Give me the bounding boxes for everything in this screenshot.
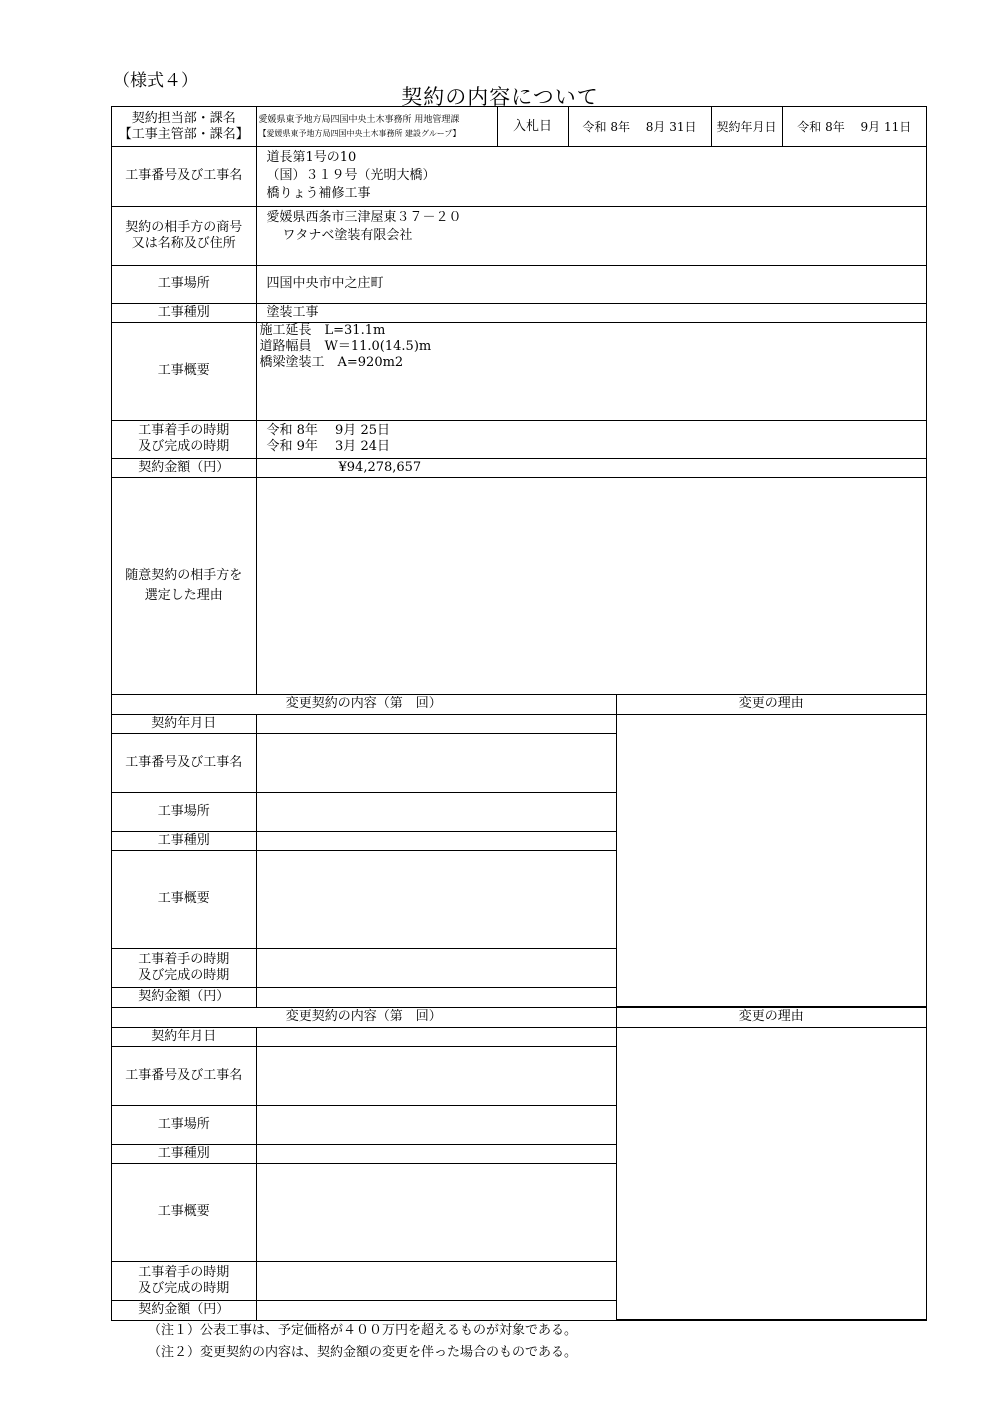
change-type-label-2: 工事種別 <box>112 1144 256 1163</box>
work-title: 橋りょう補修工事 <box>266 186 371 201</box>
change-location-value-2 <box>256 1105 616 1144</box>
overview-painting: 橋梁塗装工 A=920m2 <box>259 354 404 370</box>
change-period-label-2 <box>112 1261 256 1300</box>
work-name-value <box>256 147 926 206</box>
dept-value-cell <box>256 107 497 146</box>
change-type-label-1: 工事種別 <box>112 831 256 850</box>
change-amount-label-2: 契約金額（円） <box>112 1300 256 1320</box>
change-contract-date-label-2: 契約年月日 <box>112 1027 256 1046</box>
change-contract-date-value-1 <box>256 714 616 733</box>
change-amount-label-1: 契約金額（円） <box>112 987 256 1007</box>
period-label <box>112 420 256 458</box>
dept-label-line-1: 契約担当部・課名 <box>131 110 236 126</box>
change-work-name-value-2 <box>256 1046 616 1105</box>
change-overview-value-2 <box>256 1163 616 1261</box>
change-overview-label-1: 工事概要 <box>112 850 256 948</box>
document-title: 契約の内容について <box>401 85 599 109</box>
change-overview-label-2: 工事概要 <box>112 1163 256 1261</box>
change-type-value-1 <box>256 831 616 850</box>
work-route: （国）３１９号（光明大橋） <box>266 168 436 183</box>
work-type-label: 工事種別 <box>112 303 256 322</box>
selection-reason-line-2: 選定した理由 <box>144 587 223 603</box>
contractor-label-line-2: 又は名称及び住所 <box>131 235 236 251</box>
change-amount-value-1 <box>256 987 616 1007</box>
change-period-label-2-line-1: 工事着手の時期 <box>138 1264 230 1280</box>
bid-date-label: 入札日 <box>497 107 568 146</box>
contractor-name: ワタナベ塗装有限会社 <box>282 227 413 243</box>
contractor-value <box>256 206 926 265</box>
contract-date-value: 令和 8年 9月 11日 <box>782 107 926 146</box>
contractor-label <box>112 206 256 265</box>
change-contract-date-label-1: 契約年月日 <box>112 714 256 733</box>
form-number-label: （様式４） <box>113 71 198 91</box>
change-reason-header-1: 変更の理由 <box>616 695 926 714</box>
selection-reason-label <box>112 477 256 694</box>
period-start: 令和 8年 9月 25日 <box>266 423 390 438</box>
change-period-label-1 <box>112 948 256 987</box>
footnote-1: （注１）公表工事は、予定価格が４００万円を超えるものが対象である。 <box>148 1323 578 1338</box>
change-period-label-1-line-2: 及び完成の時期 <box>138 967 230 983</box>
change-work-name-value-1 <box>256 733 616 792</box>
change-reason-value-2 <box>616 1027 926 1320</box>
change-amount-value-2 <box>256 1300 616 1320</box>
overview-width: 道路幅員 W＝11.0(14.5)m <box>259 338 432 354</box>
change-contract-date-value-2 <box>256 1027 616 1046</box>
change-period-label-1-line-1: 工事着手の時期 <box>138 951 230 967</box>
period-label-line-2: 及び完成の時期 <box>138 439 230 454</box>
change-location-value-1 <box>256 792 616 831</box>
dept-label-cell <box>112 107 256 146</box>
change-period-value-2 <box>256 1261 616 1300</box>
contractor-address: 愛媛県西条市三津屋東３７－２０ <box>266 209 462 225</box>
contractor-label-line-1: 契約の相手方の商号 <box>125 219 243 235</box>
location-value: 四国中央市中之庄町 <box>256 265 926 303</box>
amount-value: ¥94,278,657 <box>256 458 926 477</box>
change-reason-header-2: 変更の理由 <box>616 1008 926 1027</box>
footnote-2: （注２）変更契約の内容は、契約金額の変更を伴った場合のものである。 <box>148 1345 578 1360</box>
change-overview-value-1 <box>256 850 616 948</box>
summary-table <box>111 106 927 147</box>
change-work-name-label-1: 工事番号及び工事名 <box>112 733 256 792</box>
change-work-name-label-2: 工事番号及び工事名 <box>112 1046 256 1105</box>
overview-length: 施工延長 L=31.1m <box>259 322 386 338</box>
contract-date-label: 契約年月日 <box>711 107 782 146</box>
change-period-value-1 <box>256 948 616 987</box>
footnotes <box>148 1320 577 1364</box>
location-label: 工事場所 <box>112 265 256 303</box>
change-section-1 <box>111 694 927 1008</box>
contract-details-table <box>111 146 927 695</box>
overview-value <box>256 322 926 420</box>
change-location-label-1: 工事場所 <box>112 792 256 831</box>
work-name-label: 工事番号及び工事名 <box>112 147 256 206</box>
period-value <box>256 420 926 458</box>
overview-label: 工事概要 <box>112 322 256 420</box>
work-type-value: 塗装工事 <box>256 303 926 322</box>
selection-reason-value <box>256 477 926 694</box>
change-header-2: 変更契約の内容（第 回） <box>112 1008 616 1027</box>
change-location-label-2: 工事場所 <box>112 1105 256 1144</box>
dept-value-main: 愛媛県東予地方局四国中央土木事務所 用地管理課 <box>258 114 460 125</box>
change-section-2 <box>111 1007 927 1321</box>
period-label-line-1: 工事着手の時期 <box>138 423 230 438</box>
dept-label-line-2: 【工事主管部・課名】 <box>118 126 249 142</box>
change-reason-value-1 <box>616 714 926 1007</box>
amount-label: 契約金額（円） <box>112 458 256 477</box>
dept-value-sub: 【愛媛県東予地方局四国中央土木事務所 建設グループ】 <box>258 128 461 138</box>
change-header-1: 変更契約の内容（第 回） <box>112 695 616 714</box>
selection-reason-line-1: 随意契約の相手方を <box>125 567 243 583</box>
change-period-label-2-line-2: 及び完成の時期 <box>138 1280 230 1296</box>
period-end: 令和 9年 3月 24日 <box>266 439 390 454</box>
work-number: 道長第1号の10 <box>266 150 357 165</box>
change-type-value-2 <box>256 1144 616 1163</box>
bid-date-value: 令和 8年 8月 31日 <box>568 107 711 146</box>
